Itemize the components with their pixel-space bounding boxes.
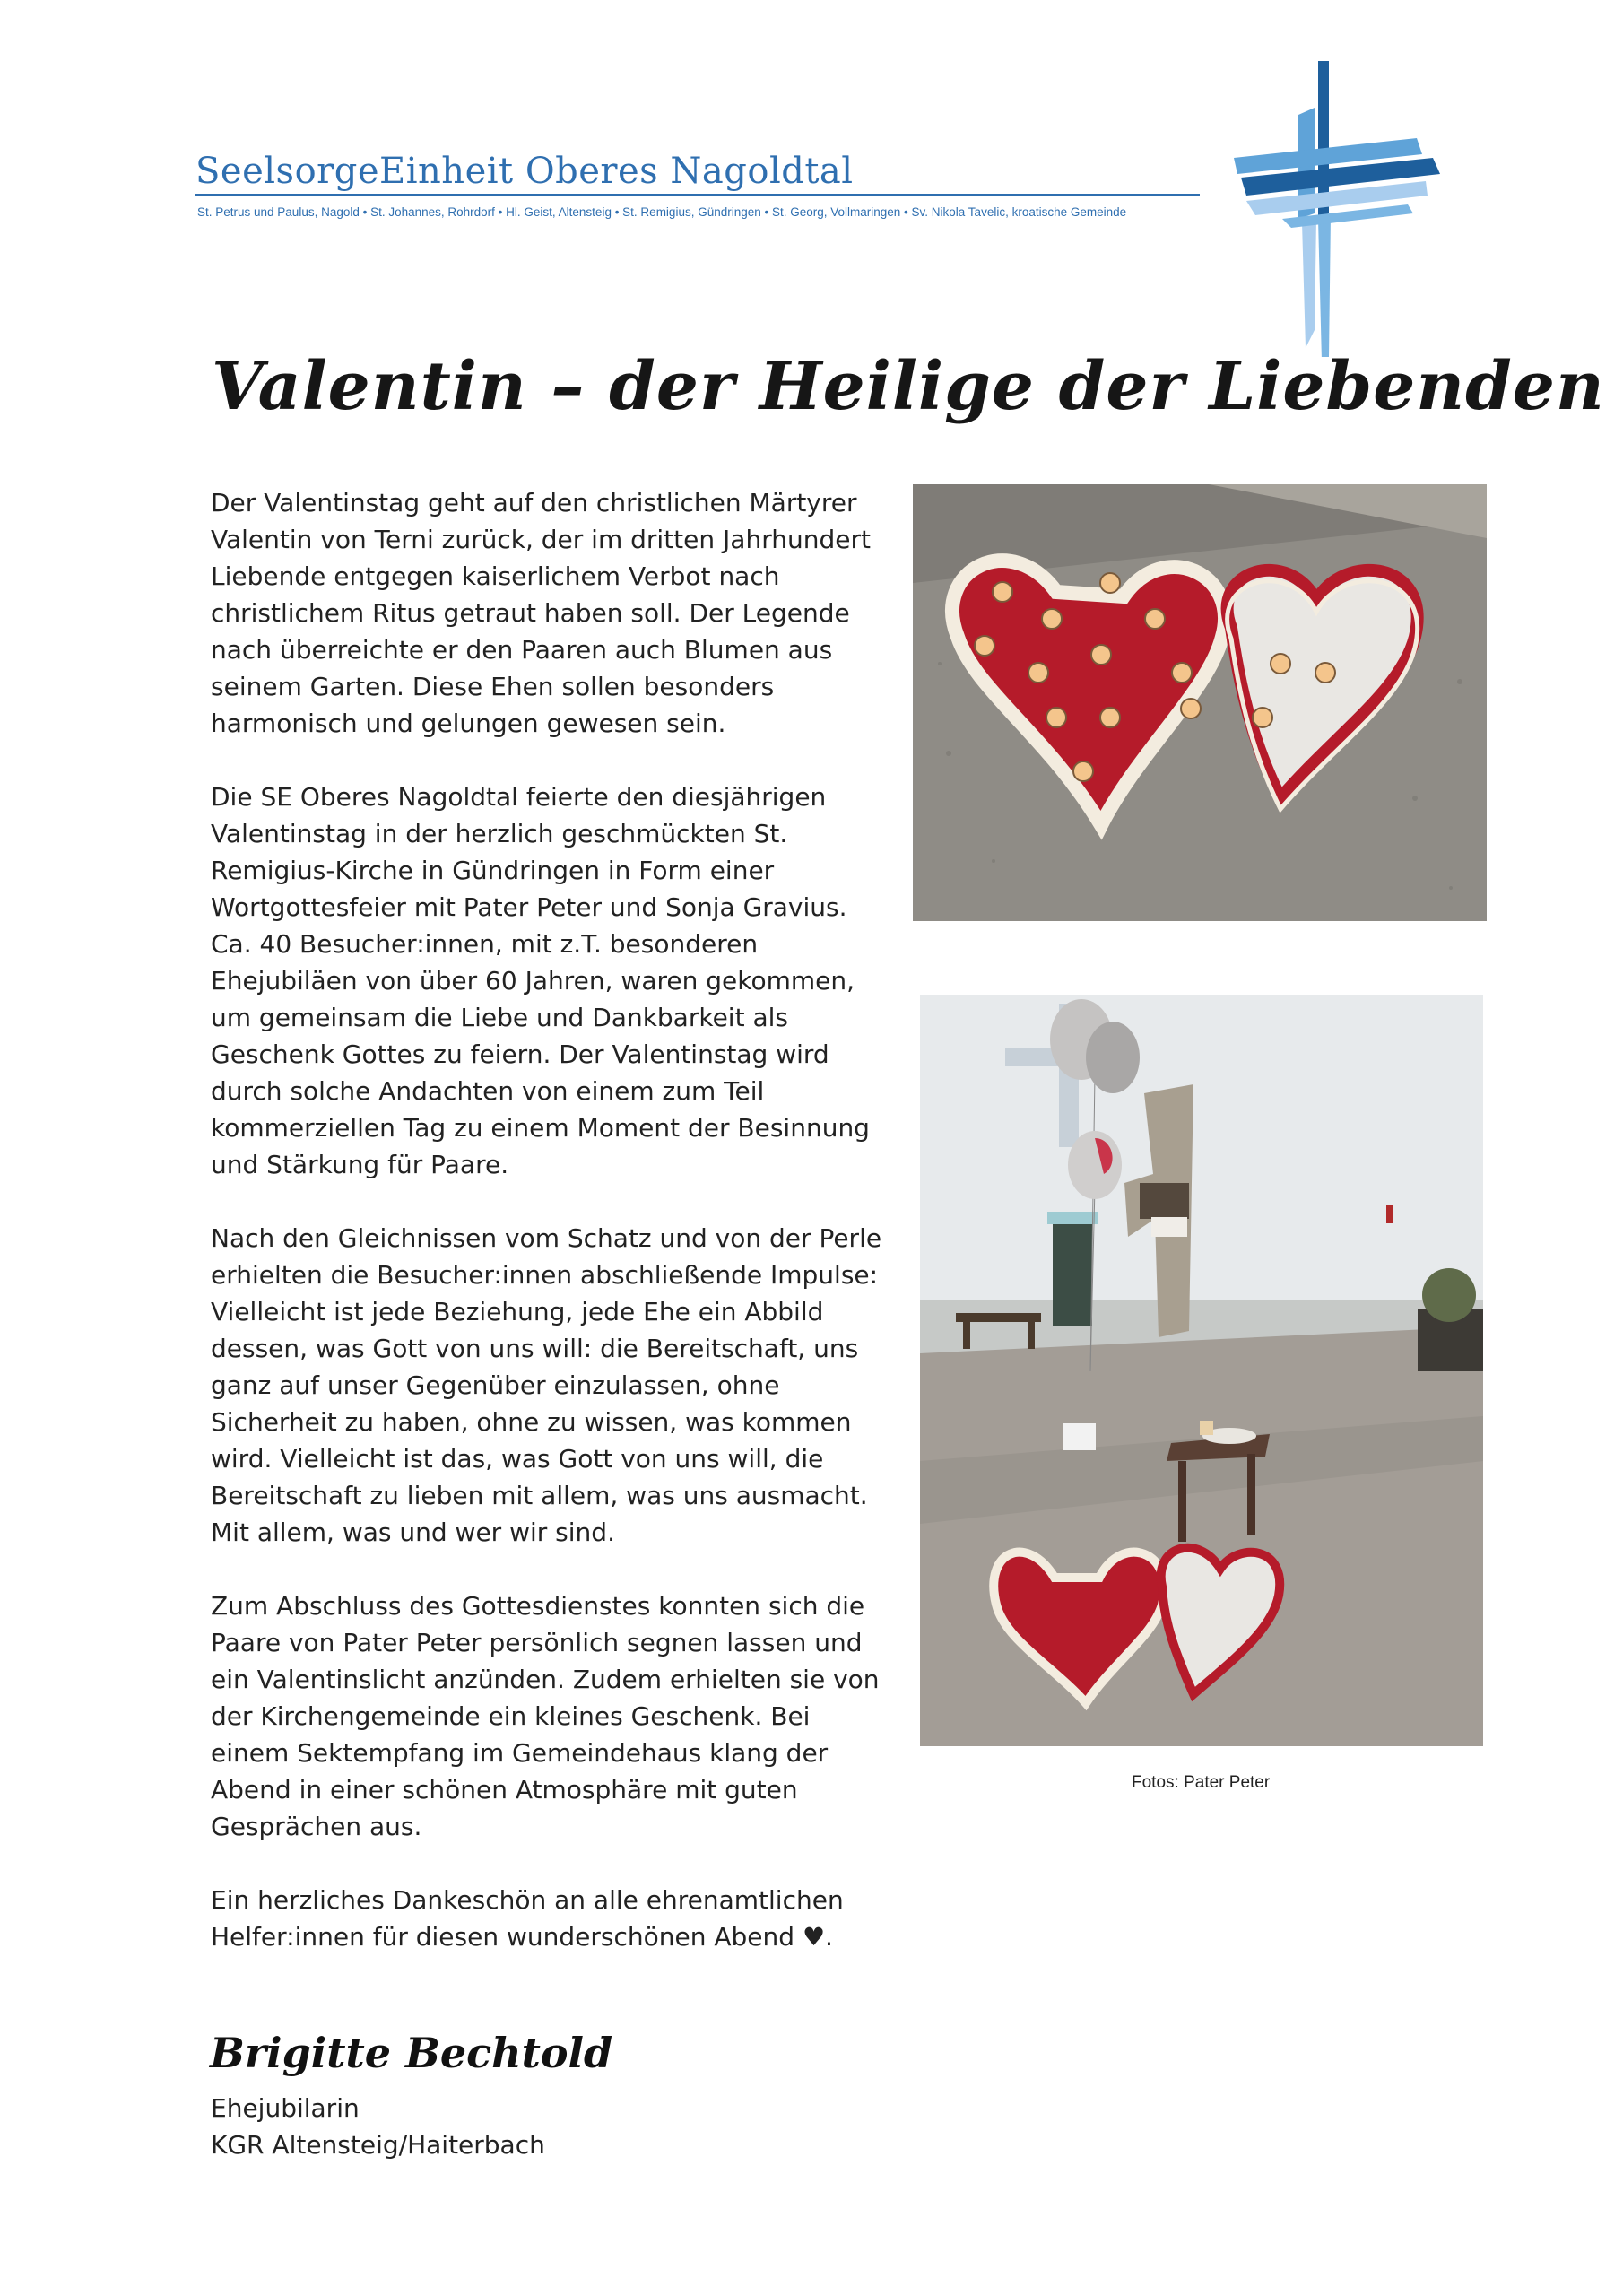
photo-rose-petal-hearts (913, 484, 1487, 921)
article-title: Valentin – der Heilige der Liebenden (212, 348, 1605, 425)
organization-name: SeelsorgeEinheit Oberes Nagoldtal (195, 151, 854, 192)
parish-list: St. Petrus und Paulus, Nagold • St. Johannes, Rohrdorf • Hl. Geist, Altensteig • St. Remigius, Gündringen • St. Georg, Vollmaringen • Sv. Nikola Tavelic, kroatische Gemeinde (197, 205, 1127, 219)
paragraph-5: Ein herzliches Dankeschön an alle ehrenamtlichen Helfer:innen für diesen wunderschönen Abend ♥. (211, 1885, 844, 1952)
photo-caption: Fotos: Pater Peter (1132, 1773, 1271, 1792)
header-divider (195, 194, 1200, 196)
photo-altar-with-balloons (920, 995, 1483, 1746)
signature-organization: KGR Altensteig/Haiterbach (211, 2130, 545, 2160)
signature-role: Ehejubilarin (211, 2093, 360, 2123)
cross-logo-icon (1228, 61, 1444, 357)
paragraph-2: Die SE Oberes Nagoldtal feierte den diesjährigen Valentinstag in der herzlich geschmückten St. Remigius-Kirche in Gündringen in Form einer Wortgottesfeier mit Pater Peter und Sonja Gravius. Ca. 40 Besucher:innen, mit z.T. besonderen Ehejubiläen von über 60 Jahren, waren gekommen, um gemeinsam die Liebe und Dankbarkeit als Geschenk Gottes zu feiern. Der Valentinstag wird durch solche Andachten von einem zum Teil kommerziellen Tag zu einem Moment der Besinnung und Stärkung für Paare. (211, 782, 870, 1179)
paragraph-1: Der Valentinstag geht auf den christlichen Märtyrer Valentin von Terni zurück, der im dritten Jahrhundert Liebende entgegen kaiserlichem Verbot nach christlichem Ritus getraut haben soll. Der Legende nach überreichte er den Paaren auch Blumen aus seinem Garten. Diese Ehen sollen besonders harmonisch und gelungen gewesen sein. (211, 488, 871, 738)
signature: Brigitte Bechtold (210, 2029, 613, 2077)
article-body (211, 484, 892, 1992)
paragraph-3: Nach den Gleichnissen vom Schatz und von der Perle erhielten die Besucher:innen abschließende Impulse: Vielleicht ist jede Beziehung, jede Ehe ein Abbild dessen, was Gott von uns will: die Bereitschaft, uns ganz auf unser Gegenüber einzulassen, ohne Sicherheit zu haben, ohne zu wissen, was kommen wird. Vielleicht ist das, was Gott von uns will, die Bereitschaft zu lieben mit allem, was uns ausmacht. Mit allem, was und wer wir sind. (211, 1223, 882, 1547)
paragraph-4: Zum Abschluss des Gottesdienstes konnten sich die Paare von Pater Peter persönlich segnen lassen und ein Valentinslicht anzünden. Zudem erhielten sie von der Kirchengemeinde ein kleines Geschenk. Bei einem Sektempfang im Gemeindehaus klang der Abend in einer schönen Atmosphäre mit guten Gesprächen aus. (211, 1591, 880, 1841)
